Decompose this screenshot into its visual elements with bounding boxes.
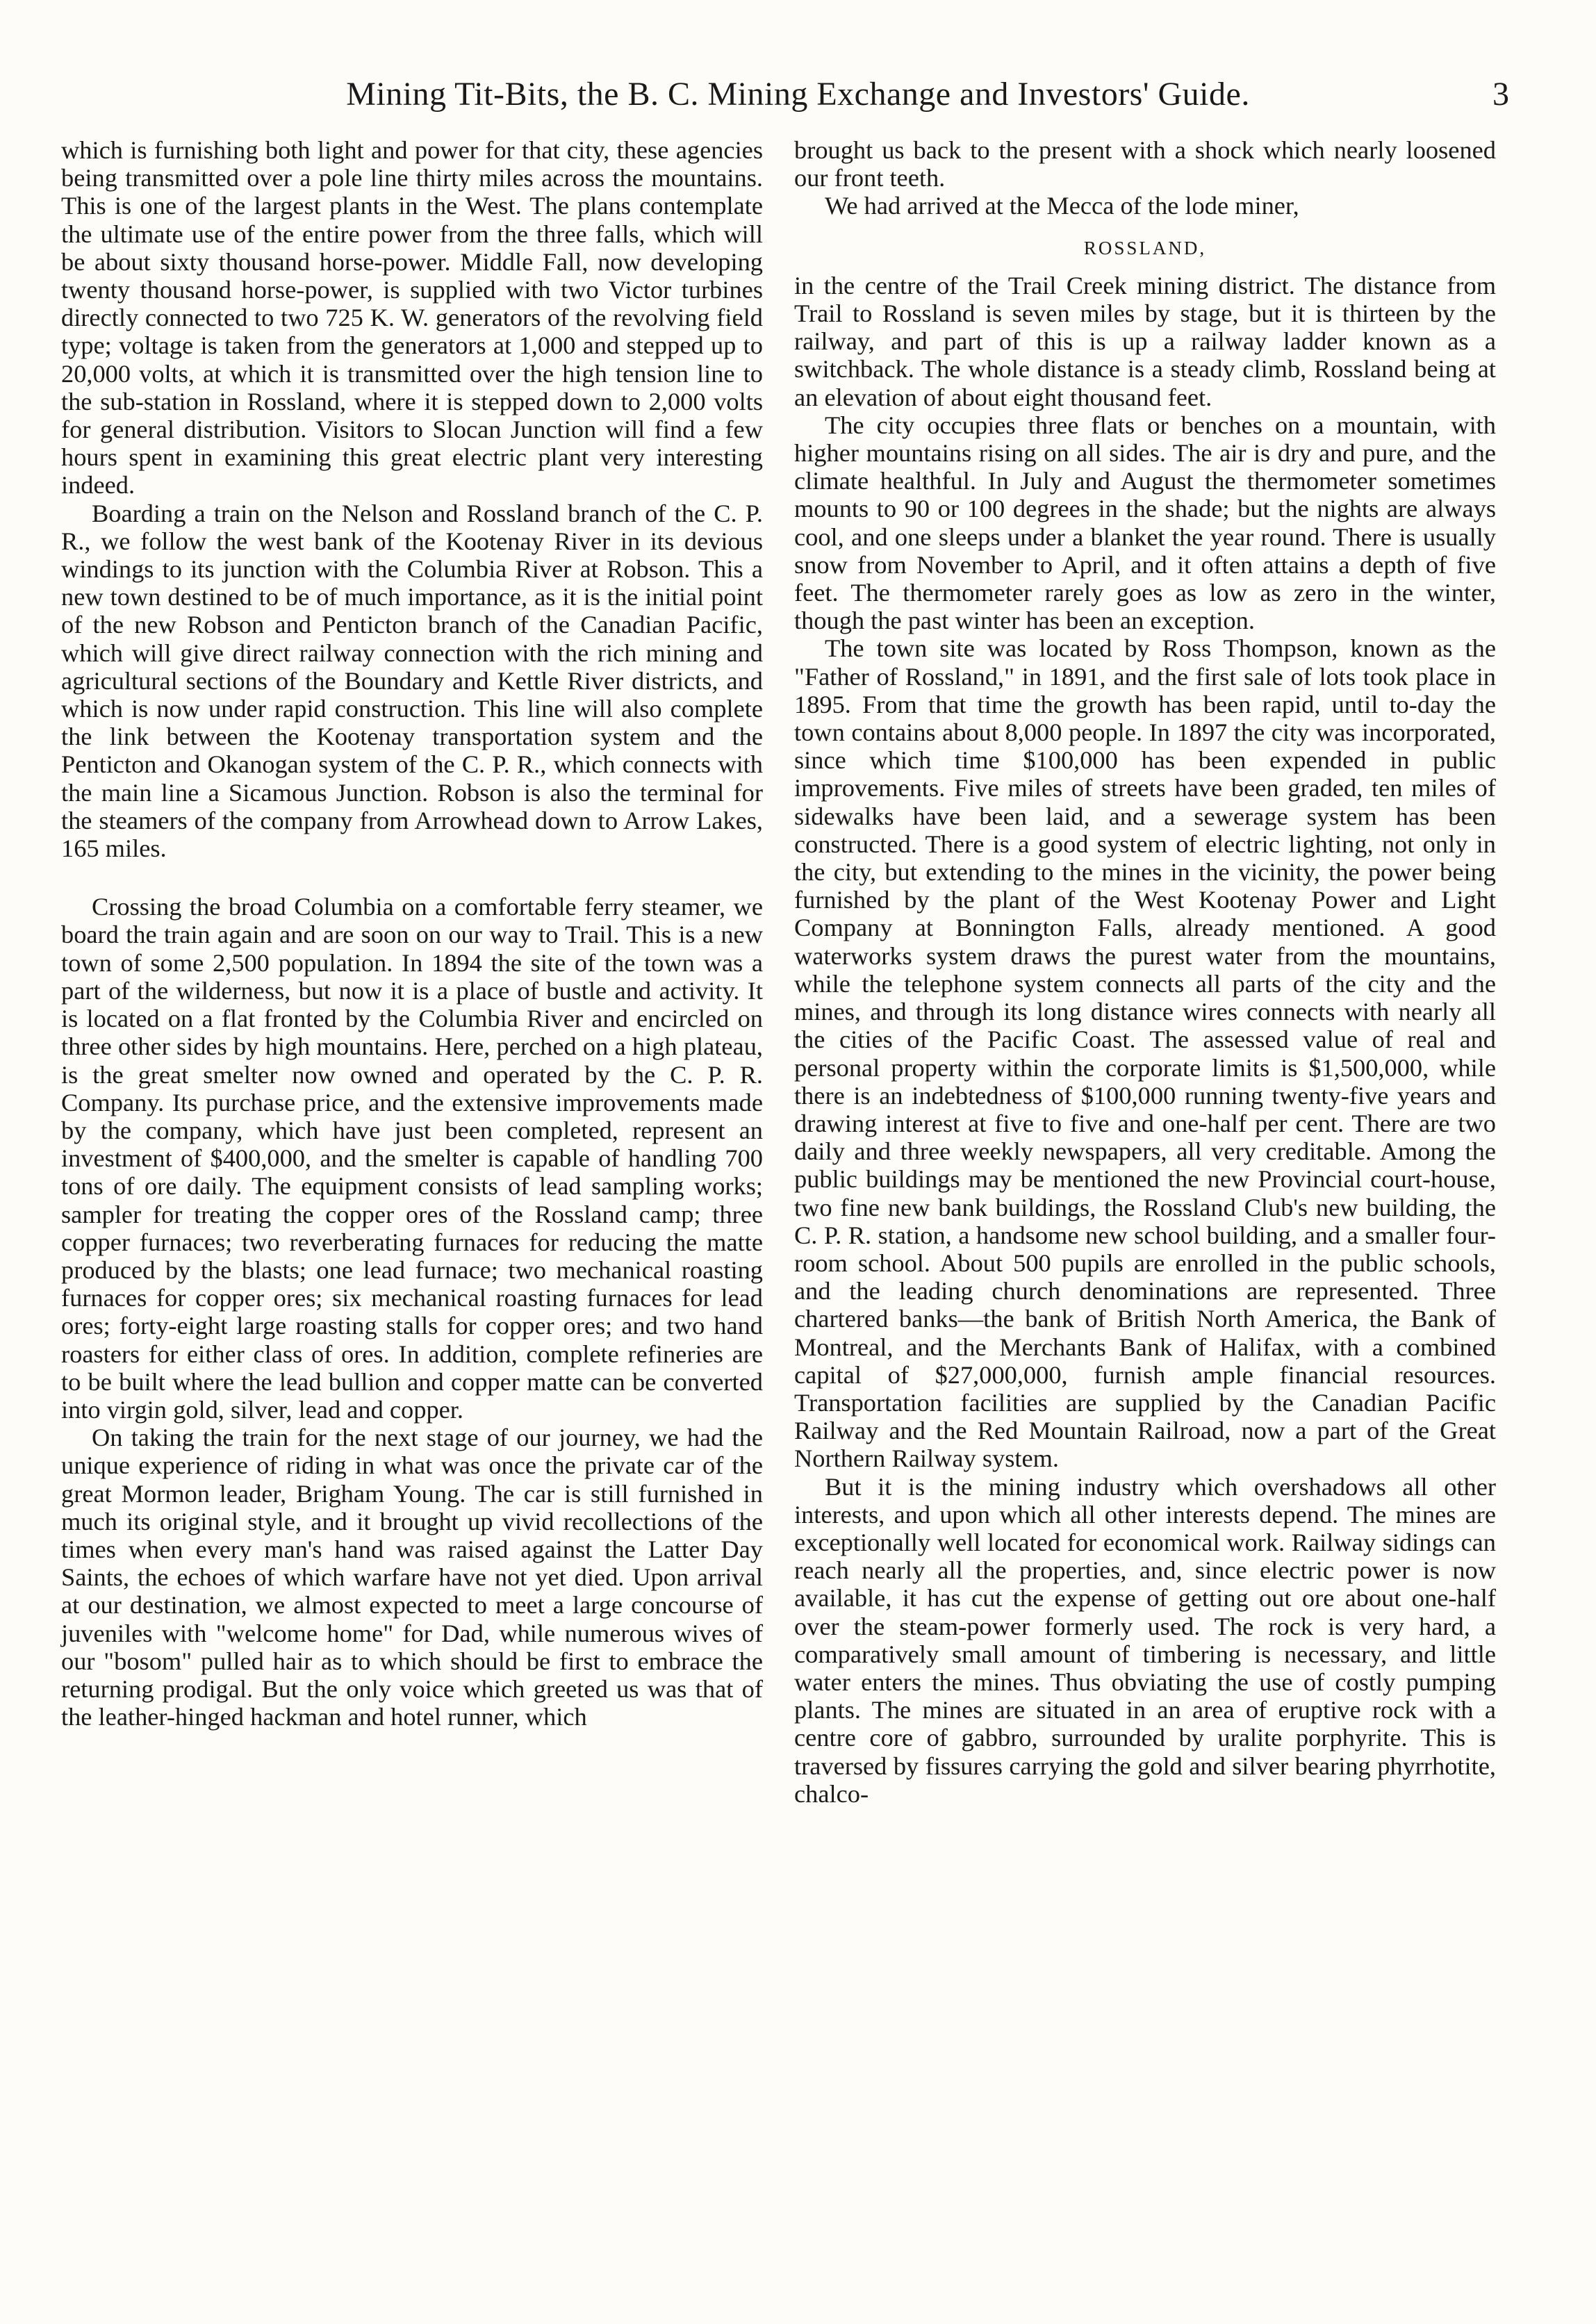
paragraph: The city occupies three flats or benches on a mountain, with higher mountains rising on all sides. The air is dry and pure, and the climate healthful. In July and August the thermometer sometimes mounts to 90 or 100 degrees in the shade; but the nights are always cool, and one sleeps under a blanket the year round. There is usually snow from November to April, and it often attains a depth of five feet. The thermometer rarely goes as low as zero in the winter, though the past winter has been an exception. [794,411,1496,635]
paragraph: brought us back to the present with a shock which nearly loosened our front teeth. [794,136,1496,192]
paragraph: in the centre of the Trail Creek mining district. The distance from Trail to Rossland is seven miles by stage, but it is thirteen by the railway, and part of this is up a railway ladder known as a switchback. The whole distance is a steady climb, Rossland being at an elevation of about eight thousand feet. [794,271,1496,411]
paragraph: We had arrived at the Mecca of the lode miner, [825,192,1299,220]
running-header: Mining Tit-Bits, the B. C. Mining Exchange and Investors' Guide. [346,76,1250,113]
paragraph: which is furnishing both light and power for that city, these agencies being transmitted over a pole line thirty miles across the mountains. This is one of the largest plants in the West. The plans contemplate the ultimate use of the entire power from the three falls, which will be about sixty thousand horse-power. Middle Fall, now developing twenty thousand horse-power, is supplied with two Victor turbines directly connected to two 725 K. W. generators of the revolving field type; voltage is taken from the generators at 1,000 and stepped up to 20,000 volts, at which it is transmitted over the high tension line to the sub-station in Rossland, where it is stepped down to 2,000 volts for general distribution. Visitors to Slocan Junction will find a few hours spent in examining this great electric plant very interesting indeed. [61,136,763,500]
section-heading: ROSSLAND, [1083,237,1207,258]
left-column [61,136,763,1731]
page-number: 3 [1492,76,1509,113]
paragraph: But it is the mining industry which overshadows all other interests, and upon which all other interests depend. The mines are exceptionally well located for economical work. Railway sidings can reach nearly all the properties, and, since electric power is now available, it has cut the expense of getting out ore about one-half over the steam-power formerly used. The rock is very hard, a comparatively small amount of timbering is necessary, and little water enters the mines. Thus obviating the use of costly pumping plants. The mines are situated in an area of eruptive rock with a centre core of gabbro, surrounded by uralite porphyrite. This is traversed by fissures carrying the gold and silver bearing phyrrhotite, chalco- [794,1472,1496,1808]
right-column [794,136,1496,1808]
paragraph: Crossing the broad Columbia on a comfortable ferry steamer, we board the train again and are soon on our way to Trail. This is a new town of some 2,500 population. In 1894 the site of the town was a part of the wilderness, but now it is a place of bustle and activity. It is located on a flat fronted by the Columbia River and encircled on three other sides by high mountains. Here, perched on a high plateau, is the great smelter now owned and operated by the C. P. R. Company. Its purchase price, and the extensive improvements made by the company, which have just been completed, represent an investment of $400,000, and the smelter is capable of handling 700 tons of ore daily. The equipment consists of lead sampling works; sampler for treating the copper ores of the Rossland camp; three copper furnaces; two reverberating furnaces for reducing the matte produced by the blasts; one lead furnace; two mechanical roasting furnaces for copper ores; six mechanical roasting furnaces for lead ores; forty-eight large roasting stalls for copper ores; and two hand roasters for either class of ores. In addition, complete refineries are to be built where the lead bullion and copper matte can be converted into virgin gold, silver, lead and copper. [61,893,763,1424]
paragraph: On taking the train for the next stage of our journey, we had the unique experience of riding in what was once the private car of the great Mormon leader, Brigham Young. The car is still furnished in much its original style, and it brought up vivid recollections of the times when every man's hand was raised against the Latter Day Saints, the echoes of which warfare have not yet died. Upon arrival at our destination, we almost expected to meet a large concourse of juveniles with "welcome home" for Dad, while numerous wives of our "bosom" pulled hair as to which should be first to embrace the returning prodigal. But the only voice which greeted us was that of the leather-hinged hackman and hotel runner, which [61,1424,763,1731]
paragraph: The town site was located by Ross Thompson, known as the "Father of Rossland," in 1891, and the first sale of lots took place in 1895. From that time the growth has been rapid, until to-day the town contains about 8,000 people. In 1897 the city was incorporated, since which time $100,000 has been expended in public improvements. Five miles of streets have been graded, ten miles of sidewalks have been laid, and a sewerage system has been constructed. There is a good system of electric lighting, not only in the city, but extending to the mines in the vicinity, the power being furnished by the plant of the West Kootenay Power and Light Company at Bonnington Falls, already mentioned. A good waterworks system draws the purest water from the mountains, while the telephone system connects all parts of the city and the mines, and through its long distance wires connects with nearly all the cities of the Pacific Coast. The assessed value of real and personal property within the corporate limits is $1,500,000, while there is an indebtedness of $100,000 running twenty-five years and drawing interest at five to five and one-half per cent. There are two daily and three weekly newspapers, all very creditable. Among the public buildings may be mentioned the new Provincial court-house, two fine new bank buildings, the Rossland Club's new building, the C. P. R. station, a handsome new school building, and a smaller four-room school. About 500 pupils are enrolled in the public schools, and the leading church denominations are represented. Three chartered banks—the bank of British North America, the Bank of Montreal, and the Merchants Bank of Halifax, with a combined capital of $27,000,000, furnish ample financial resources. Transportation facilities are supplied by the Canadian Pacific Railway and the Red Mountain Railroad, now a part of the Great Northern Railway system. [794,634,1496,1473]
paragraph: Boarding a train on the Nelson and Rossland branch of the C. P. R., we follow the west bank of the Kootenay River in its devious windings to its junction with the Columbia River at Robson. This a new town destined to be of much importance, as it is the initial point of the new Robson and Penticton branch of the Canadian Pacific, which will give direct railway connection with the rich mining and agricultural sections of the Boundary and Kettle River districts, and which is now under rapid construction. This line will also complete the link between the Kootenay transportation system and the Penticton and Okanogan system of the C. P. R., which connects with the main line a Sicamous Junction. Robson is also the terminal for the steamers of the company from Arrowhead down to Arrow Lakes, 165 miles. [61,499,763,863]
